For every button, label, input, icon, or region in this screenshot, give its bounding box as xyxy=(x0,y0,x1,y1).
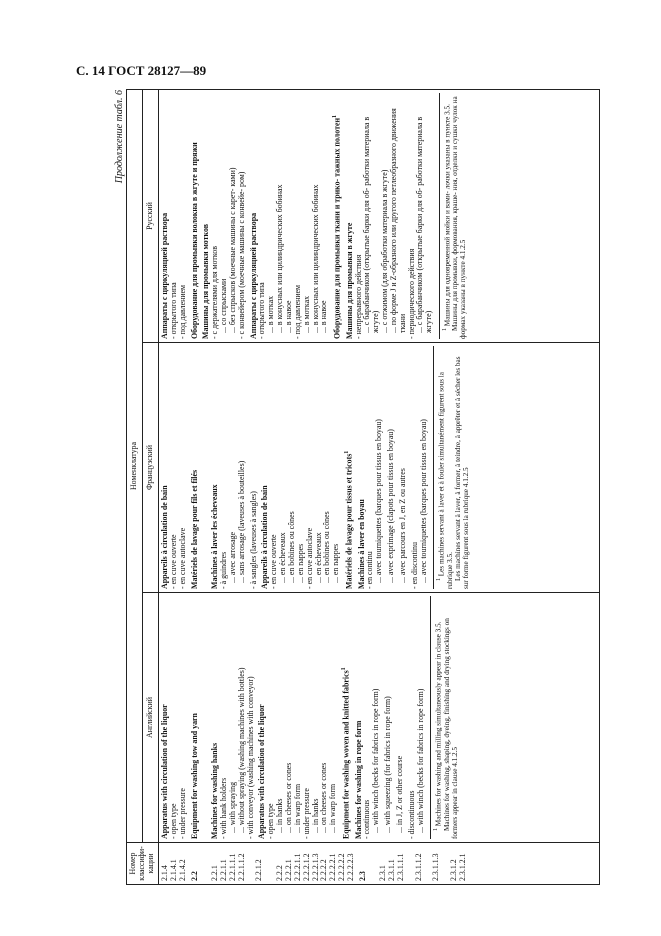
entry: Machines for washing hanks xyxy=(210,742,220,839)
header-russian: Русский xyxy=(143,90,159,343)
footnote-text: Машины для промывки, формования, краше- ния, отделки и сушки чулок на формах указаны в пункте 4.1.2.5 xyxy=(451,96,468,339)
entry: Apparatus with circulation of the liquor xyxy=(160,704,169,839)
footnote xyxy=(444,596,460,839)
entry: Appareils à circulation de bain xyxy=(260,485,270,589)
code: 2.3.1.2.1 xyxy=(458,853,467,881)
entry: Machines for washing in rope form xyxy=(353,720,363,839)
english-cell xyxy=(159,593,600,843)
entry-text: Оборудование для промывки ткани и трико- тажных полотен xyxy=(332,118,342,339)
entry: - с конвейером (моечные машины с конвейе- ром) xyxy=(236,171,246,339)
entry: ... без спрысков (моечные машины с карет- ками) xyxy=(227,167,237,333)
entry: - continuous xyxy=(362,799,372,839)
entry: - en cuve ouverte xyxy=(269,534,279,589)
code: 2.3.1.1.2 xyxy=(413,853,423,881)
code: 2.2.2 xyxy=(275,865,285,881)
code: 2.3.1.1 xyxy=(387,859,397,881)
footnotes-russian xyxy=(439,93,468,339)
entry: ... в мотках xyxy=(301,295,311,333)
entry: ... avec parcours en J, en Z ou autres xyxy=(397,468,407,583)
code xyxy=(264,846,273,881)
entry: - открытого типа xyxy=(168,282,178,339)
spacer xyxy=(199,596,208,839)
entry: ... with winch (becks for fabrics in rope form) xyxy=(415,688,425,833)
entry: Machines à laver en boyau xyxy=(356,499,366,589)
code: 2.2.2.2.3 xyxy=(345,853,355,881)
code: 2.3.1 xyxy=(378,865,388,881)
entry: ... со спрысками xyxy=(219,278,229,333)
entry: ... в навое xyxy=(319,300,329,333)
rotated-content xyxy=(112,90,600,885)
footnote-text: Les machines servant à laver et à fouler simultanément figurent sous la rubrique 3.5. xyxy=(437,372,454,589)
code: 2.2.2.1.3 xyxy=(310,853,320,881)
entry xyxy=(341,596,351,839)
entry: - à guindres xyxy=(219,551,229,589)
code: 2.2.1.1.2 xyxy=(236,853,246,881)
french-cell xyxy=(159,343,600,593)
entry: ... в мотках xyxy=(266,295,276,333)
entry: ... with squeezing (for fabrics in rope form) xyxy=(383,696,393,833)
code: 2.2 xyxy=(189,871,199,881)
code: 2.2.1.2 xyxy=(254,859,264,881)
footnote: $^1$ Машины для одновременной мойки и вами- лочки указаны в пункте 3.5. xyxy=(442,104,452,331)
nomenclature-table xyxy=(126,89,600,885)
footnote-text: Machines for washing, shaping, dyeing, finishing and drying stockings on formers appear in clause 4.1.2.5 xyxy=(442,618,459,839)
entry xyxy=(332,93,342,339)
entry: - en discontinu xyxy=(409,542,419,589)
code: 2.2.1.1 xyxy=(219,859,229,881)
code: 2.1.4 xyxy=(160,865,169,881)
entry: Apparatus with circulation of the liquor xyxy=(257,704,267,839)
entry: ... with winch (becks for fabrics in rope form) xyxy=(371,688,381,833)
code: 2.3 xyxy=(357,871,367,881)
codes-cell xyxy=(159,843,600,885)
entry: ... with spraying xyxy=(227,781,237,833)
entry: - open type xyxy=(266,803,276,839)
entry: Аппараты с циркуляцией раствора xyxy=(160,212,169,339)
entry: Equipment for washing tow and yarn xyxy=(189,713,199,839)
footnote xyxy=(452,93,468,339)
entry: - en cuve autoclave xyxy=(304,527,314,589)
code: 2.2.2.1 xyxy=(283,859,293,881)
entry: ... по форме J и Z-образного или другого петлеобразного движения ткани xyxy=(388,108,407,333)
code: 2.3.1.1.3 xyxy=(431,853,441,881)
entry: - непрерывного действия xyxy=(353,254,363,339)
code: 2.2.2.2 xyxy=(319,859,329,881)
entry: ... en bobines ou cônes xyxy=(286,511,296,583)
entry-text: Equipment for washing woven and knitted fabrics xyxy=(341,670,351,839)
spacer xyxy=(199,346,208,589)
entry: - en cuve ouverte xyxy=(168,534,178,589)
footnote xyxy=(455,346,471,589)
page-header: С. 14 ГОСТ 28127—89 xyxy=(76,63,207,78)
entry-text: Matériels de lavage pour tissus et tricots xyxy=(344,453,354,589)
entry: - with conveyor (washing machines with conveyor) xyxy=(245,676,255,839)
entry: ... in warp form xyxy=(328,783,338,833)
entry: - en cuve autoclave xyxy=(177,527,187,589)
code: 2.1.4.2 xyxy=(177,859,187,881)
code: 2.1.4.1 xyxy=(168,859,178,881)
entry: - периодического действия xyxy=(406,248,416,339)
entry: Оборудование для промывки волокна в жгуте и пряжи xyxy=(189,142,199,339)
entry: - с держателями для мотков xyxy=(210,246,220,339)
header-french: Французский xyxy=(143,343,159,593)
entry: - under pressure xyxy=(301,788,311,839)
entry: - под давлением xyxy=(177,284,187,339)
code: 2.2.1.1.1 xyxy=(227,853,237,881)
code: 2.2.2.1.2 xyxy=(301,853,311,881)
entry: - open type xyxy=(168,803,178,839)
entry xyxy=(344,346,354,589)
footnote-text: Машины для одновременной мойки и вами- лочки указаны в пункте 3.5. xyxy=(443,104,452,327)
entry: Machines à laver les écheveaux xyxy=(210,484,220,589)
entry: ... в навое xyxy=(283,300,293,333)
entry: ... с отжимом (для обработки материала в жгуте) xyxy=(380,169,390,333)
footnote-mark: 1 xyxy=(344,450,351,454)
footnote-text: Machines for washing and milling simultaneously appear in clause 3.5. xyxy=(434,621,443,827)
code: 2.3.1.1.1 xyxy=(396,853,406,881)
entry: ... с барабанчиком (открытые барки для об- работки материала в жгуте) xyxy=(362,116,381,333)
entry: - à sangles (laveuses à sangles) xyxy=(248,491,258,589)
entry: ... в конусных или цилиндрических бобинах xyxy=(275,184,285,333)
entry: ... в конусных или цилиндрических бобинах xyxy=(310,184,320,333)
entry: Аппараты с циркуляцией раствора xyxy=(248,212,258,339)
entry: - en continu xyxy=(365,551,375,589)
code xyxy=(368,846,377,881)
entry: - открытого типа xyxy=(257,282,267,339)
code xyxy=(199,846,208,881)
continuation-label: Продолжение табл. 6 xyxy=(114,90,125,184)
entry: ... avec exprimage (clapots pour tissus en boyau) xyxy=(386,429,396,583)
entry: ... en écheveaux xyxy=(313,532,323,583)
entry: ... in J, Z or other course xyxy=(394,755,404,833)
entry: Matériels de lavage pour fils et filés xyxy=(189,469,199,589)
footnote: $^1$ Machines for washing and milling simultaneously appear in clause 3.5. xyxy=(433,621,443,831)
header-english: Английский xyxy=(143,593,159,843)
footnotes-english xyxy=(430,596,459,839)
code: 2.2.2.2.2 xyxy=(337,853,347,881)
entry: Машины для промывки мотков xyxy=(201,224,211,339)
entry: ... sans arrosage (laveuses à bouteilles) xyxy=(236,460,246,583)
entry: ... without spraying (washing machines with bottles) xyxy=(236,667,246,833)
entry: ... on cheeses or cones xyxy=(283,762,293,833)
entry: ... on cheeses or cones xyxy=(319,762,329,833)
entry: ... en écheveaux xyxy=(278,532,288,583)
entry: ... avec arrosage xyxy=(227,531,237,583)
footnote: $^1$ Les machines servant à laver et à fouler simultanément figurent sous la rubrique 3.5. xyxy=(436,372,454,589)
entry: ... in hanks xyxy=(310,798,320,833)
code: 2.3.1.2 xyxy=(449,859,459,881)
entry: - discontinuous xyxy=(406,790,416,839)
entry: - under pressure xyxy=(177,788,187,839)
entry: ... in warp form xyxy=(292,783,302,833)
entry: ... avec tourniquettes (barques pour tissus en boyau) xyxy=(374,419,384,583)
russian-cell xyxy=(159,90,600,343)
entry: ... avec tourniquettes (barques pour tissus en boyau) xyxy=(418,419,428,583)
footnotes-french xyxy=(433,346,470,589)
entry: ... с барабанчиком (открытые барки для об- работки материала в жгуте) xyxy=(415,116,434,333)
entry: ... en nappes xyxy=(331,543,341,583)
entry: - with hank holders xyxy=(219,777,229,839)
entry: ... en nappes xyxy=(295,543,305,583)
footnote-mark: 1 xyxy=(332,115,339,118)
entry: Машины для промывки в жгуте xyxy=(344,222,354,339)
code: 2.2.1 xyxy=(210,865,220,881)
header-code: Номер классифи- кации xyxy=(127,843,159,885)
header-nomenclature: Номенклатура xyxy=(127,90,143,843)
entry: ... en bobines ou cônes xyxy=(322,511,332,583)
footnote-text: Les machines servant à laver, à former, à teindre, à apprêter et à sécher les bas sur forme figurent sous la rubrique 4.1.2.5 xyxy=(453,356,470,589)
entry: - под давлением xyxy=(292,284,302,339)
entry: Appareils à circulation de bain xyxy=(160,485,169,589)
code: 2.2.2.1.1 xyxy=(292,853,302,881)
rotated-page-area xyxy=(112,90,600,885)
entry: ... in hanks xyxy=(275,798,285,833)
footnote-mark: 1 xyxy=(341,667,348,671)
code: 2.2.2.2.1 xyxy=(328,853,338,881)
